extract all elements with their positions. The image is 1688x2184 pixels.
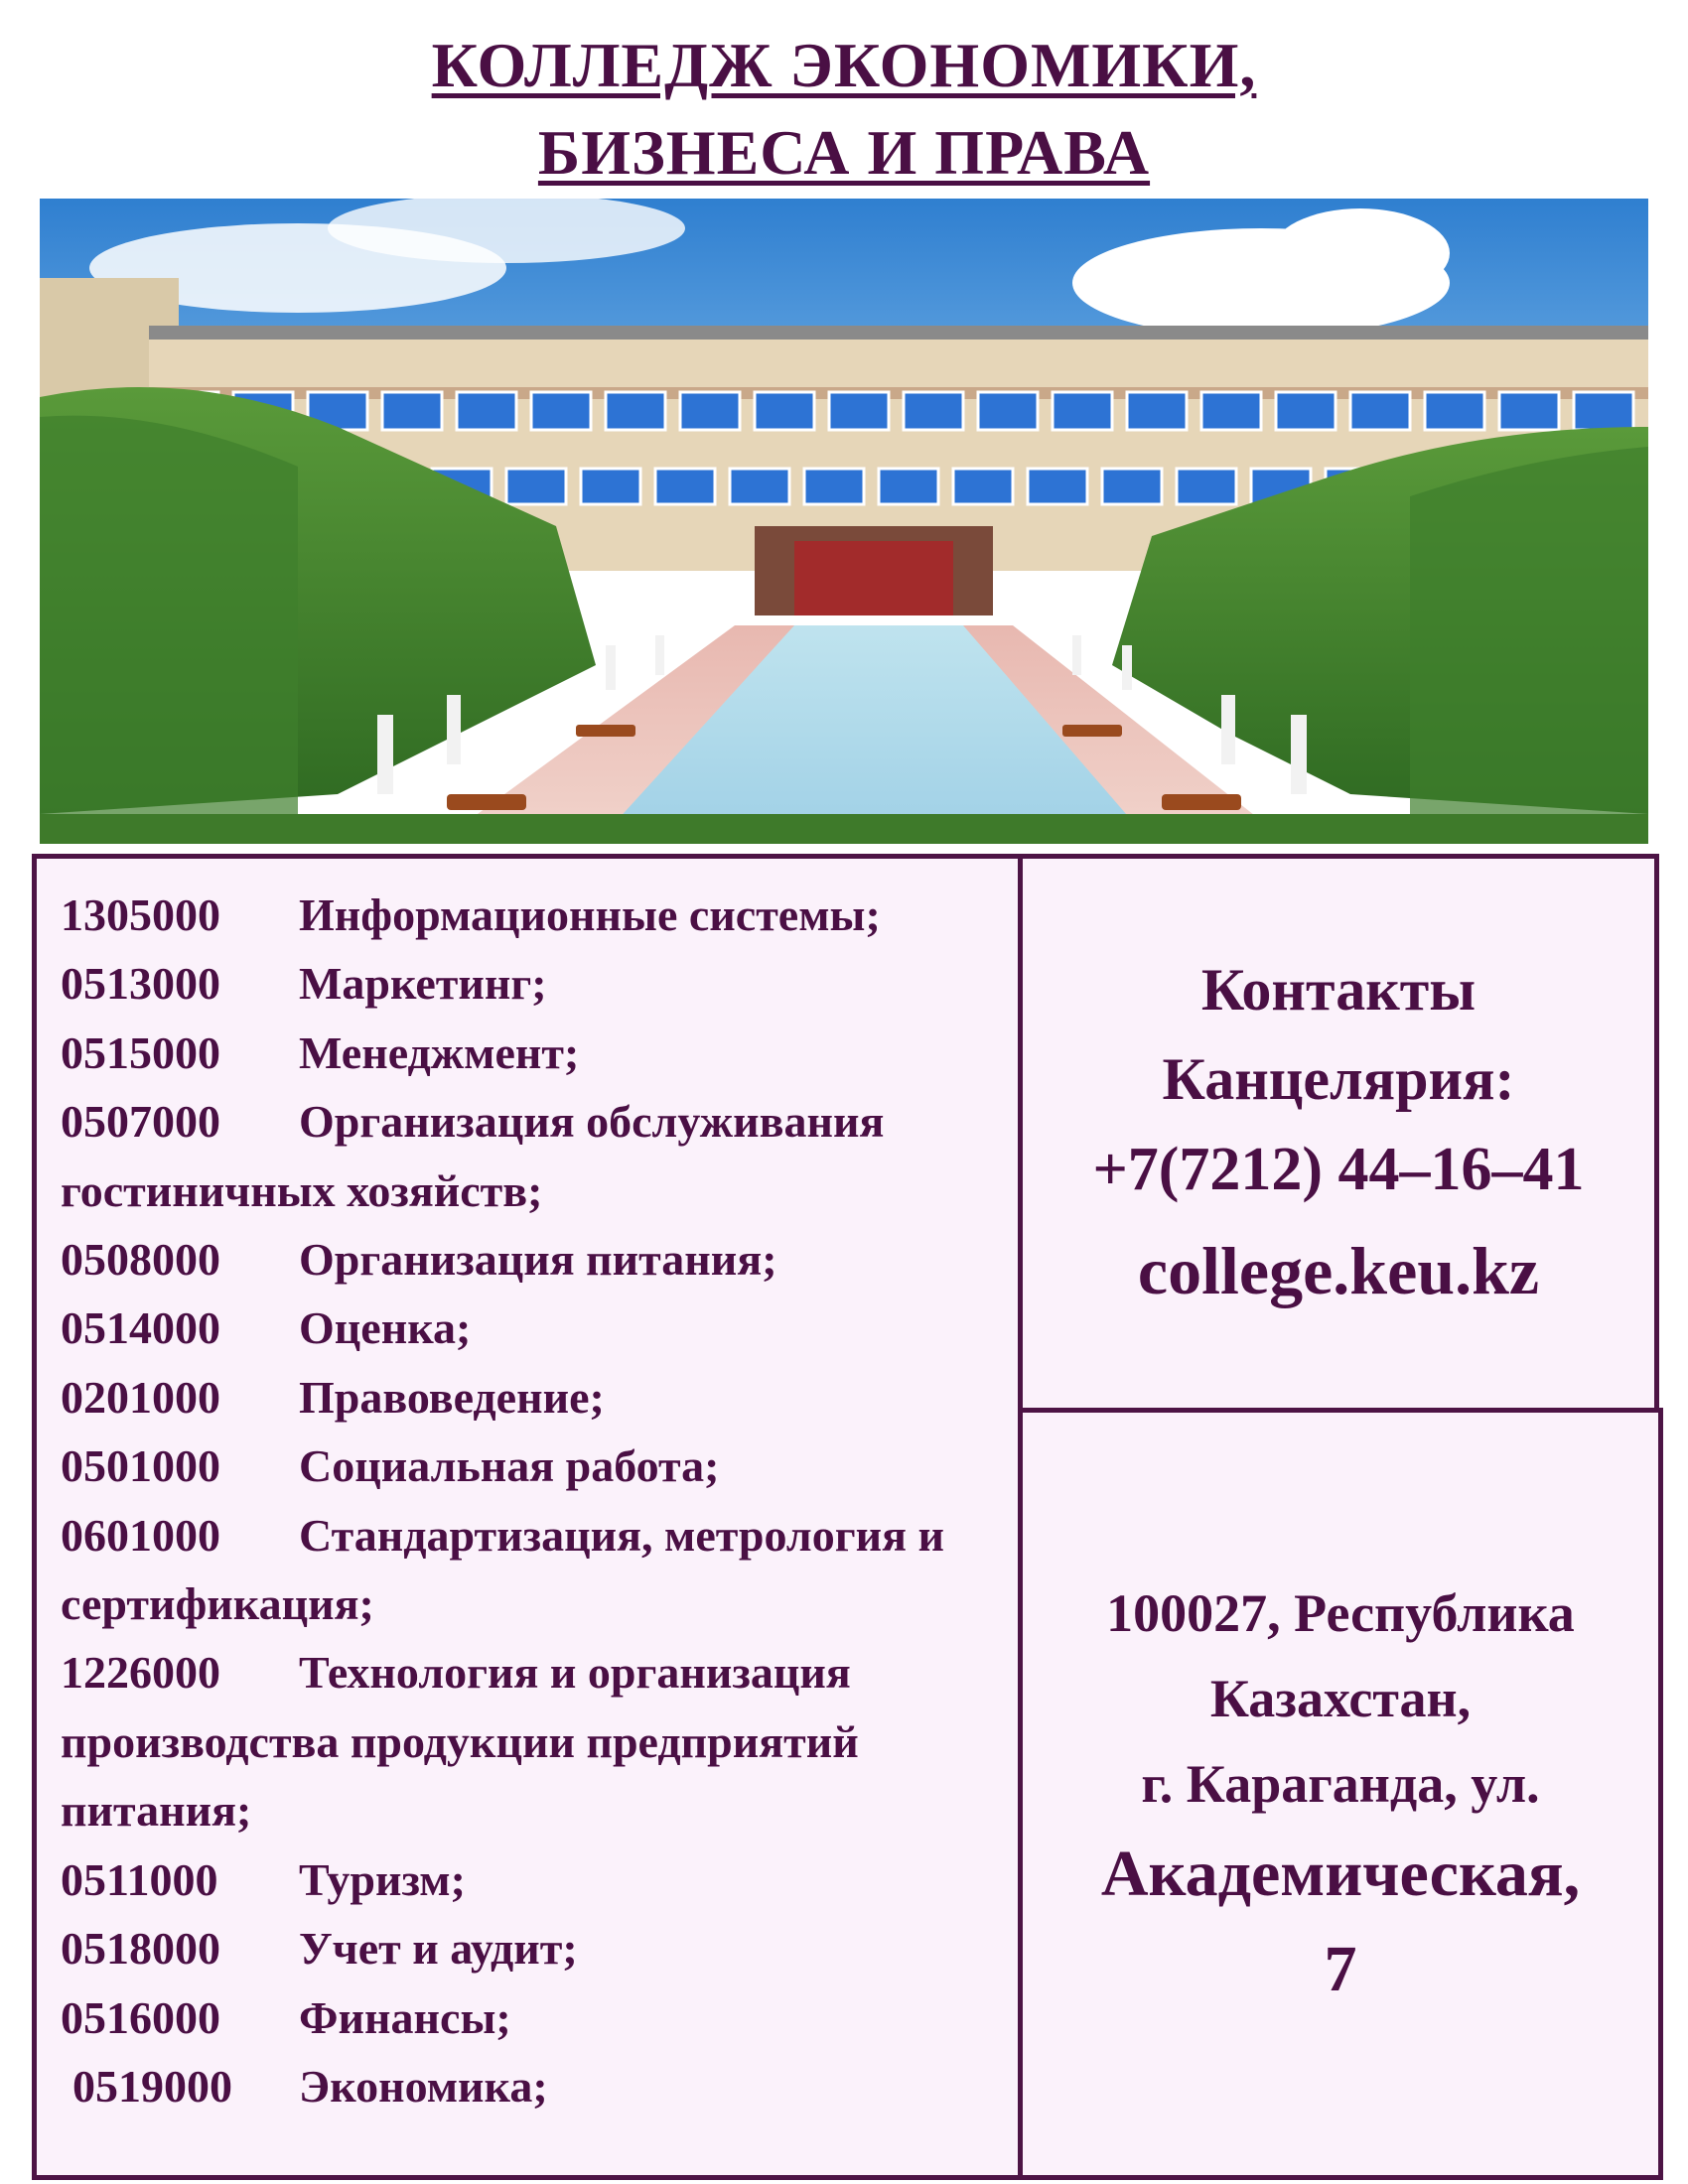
specialty-code: 1305000 [61,889,220,940]
title-line-1: КОЛЛЕДЖ ЭКОНОМИКИ, [431,30,1257,100]
specialty-item [61,1294,1014,1362]
college-building-photo [40,199,1648,844]
specialty-name: Организация питания; [299,1234,777,1286]
specialties-box [32,854,1024,2180]
specialty-code: 0501000 [61,1440,220,1492]
specialty-name: Туризм; [299,1853,466,1905]
specialty-item [61,1845,1014,1914]
specialty-item [61,1363,1014,1432]
specialty-code: 0508000 [61,1234,220,1286]
specialty-code: 0518000 [61,1923,220,1975]
specialty-code: 0507000 [61,1096,220,1148]
specialty-item [61,1501,1014,1639]
specialty-code: 0519000 [72,2060,232,2112]
specialty-item [61,1432,1014,1500]
specialty-name: Экономика; [299,2060,548,2112]
specialty-name: Социальная работа; [299,1440,720,1492]
specialty-item [61,949,1014,1018]
specialty-code: 0515000 [61,1026,220,1078]
specialty-name: Организация обслуживания гостиничных хозяйств; [61,1096,885,1216]
specialty-code: 0601000 [61,1509,220,1561]
specialty-code: 1226000 [61,1647,220,1699]
page-title [0,22,1688,197]
specialty-item [61,2052,1014,2120]
specialty-code: 0516000 [61,1991,220,2043]
specialty-code: 0513000 [61,958,220,1010]
specialties-list [61,881,1019,2120]
specialty-name: Информационные системы; [299,889,881,940]
specialty-item [61,1914,1014,1982]
specialty-item [61,1983,1014,2052]
specialty-code: 0201000 [61,1371,220,1423]
specialty-item [61,1087,1014,1225]
specialty-item [61,1638,1014,1844]
address-line-5: 7 [1324,1933,1357,2005]
college-building-icon [40,199,1648,844]
specialty-name: Технология и организация производства продукции предприятий питания; [61,1647,859,1837]
website-link: college.keu.kz [1137,1233,1540,1308]
address-line-3: г. Караганда, ул. [1141,1754,1540,1814]
specialty-item [61,1225,1014,1294]
title-line-2: БИЗНЕСА И ПРАВА [537,117,1151,188]
phone-number: +7(7212) 44–16–41 [1092,1136,1585,1203]
office-label: Канцелярия: [1162,1046,1515,1112]
specialty-name: Маркетинг; [299,958,547,1010]
specialty-name: Оценка; [299,1302,472,1354]
specialty-name: Стандартизация, метрология и сертификация; [61,1509,944,1630]
specialty-name: Финансы; [299,1991,511,2043]
contacts-heading: Контакты [1200,957,1477,1023]
specialty-item [61,881,1014,949]
specialty-code: 0511000 [61,1853,218,1905]
specialty-name: Менеджмент; [299,1026,580,1078]
address-line-2: Казахстан, [1209,1669,1472,1728]
address-line-1: 100027, Республика [1106,1583,1575,1643]
specialty-name: Правоведение; [299,1371,605,1423]
specialty-code: 0514000 [61,1302,220,1354]
address-box [1018,1408,1663,2180]
address-line-4: Академическая, [1100,1838,1581,1910]
specialty-item [61,1019,1014,1087]
specialty-name: Учет и аудит; [299,1923,578,1975]
contacts-box [1018,854,1659,1414]
